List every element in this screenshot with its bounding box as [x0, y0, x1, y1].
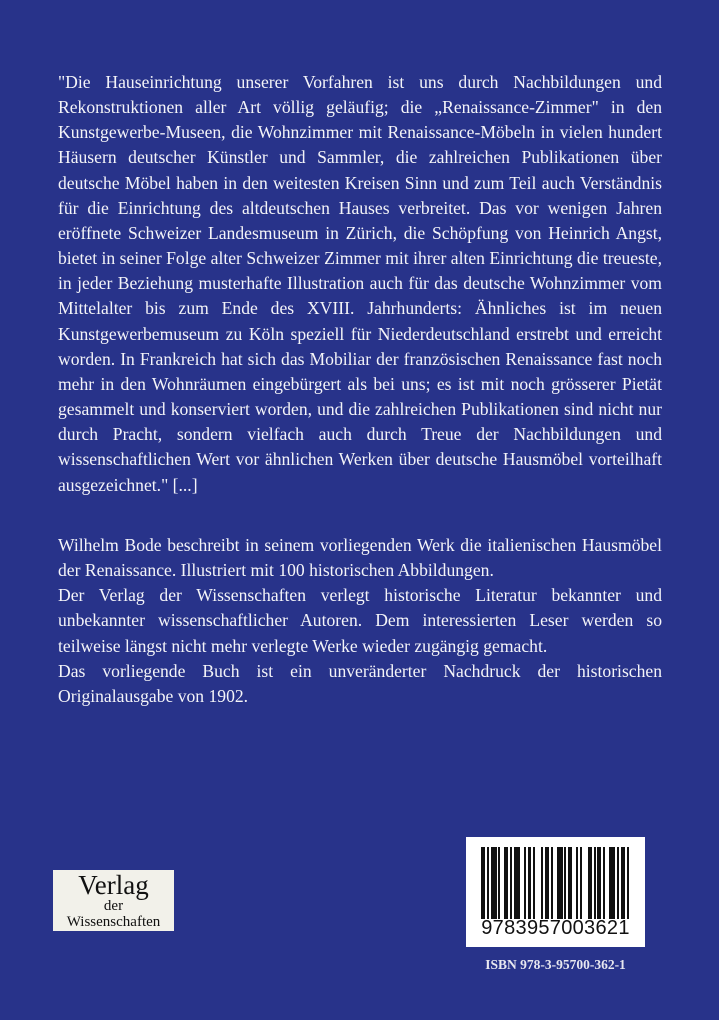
barcode-bars-icon: [481, 847, 631, 919]
barcode: [466, 837, 645, 947]
description-paragraph-reprint: Das vorliegende Buch ist ein unveränderter Nachdruck der historischen Originalausgabe von 1902.: [58, 660, 662, 706]
description-paragraph-book: Wilhelm Bode beschreibt in seinem vorliegenden Werk die italienischen Hausmöbel der Renaissance. Illustriert mit 100 historischen Abbildungen.: [58, 535, 662, 581]
publisher-logo: [53, 870, 174, 931]
book-description: [58, 533, 662, 709]
isbn-label: ISBN 978-3-95700-362-1: [485, 957, 626, 972]
back-cover-quote: "Die Hauseinrichtung unserer Vorfahren ist uns durch Nachbildungen und Rekonstruktionen aller Art völlig geläufig; die „Renaissance-Zimmer" in den Kunstgewerbe-Museen, die Wohnzimmer mit Renaissance-Möbeln in vielen hundert Häusern deutscher Künstler und Sammler, die zahlreichen Publikationen über deutsche Möbel haben in den weitesten Kreisen Sinn und zum Teil auch Verständnis für die Einrichtung des altdeutschen Hauses verbreitet. Das vor wenigen Jahren eröffnete Schweizer Landesmuseum in Zürich, die Schöpfung von Heinrich Angst, bietet in seiner Folge alter Schweizer Zimmer mit ihrer alten Einrichtung die treueste, in jeder Beziehung musterhafte Illustration auch für das deutsche Wohnzimmer vom Mittelalter bis zum Ende des XVIII. Jahrhunderts: Ähnliches ist im neuen Kunstgewerbemuseum zu Köln speziell für Niederdeutschland erstrebt und erreicht worden. In Frankreich hat sich das Mobiliar der französischen Renaissance fast noch mehr in den Wohnräumen eingebürgert als bei uns; es ist mit noch grösserer Pietät gesammelt und konserviert worden, und die zahlreichen Publikationen sind nicht nur durch Pracht, sondern vielfach auch durch Treue der Nachbildungen und wissenschaftlichen Wert vor ähnlichen Werken über deutsche Hausmöbel vorteilhaft ausgezeichnet." [...]: [58, 72, 662, 495]
publisher-logo-line3: Wissenschaften: [66, 914, 161, 930]
barcode-digits: 9783957003621: [481, 917, 630, 939]
publisher-logo-line2: der: [103, 898, 124, 914]
publisher-logo-line1: Verlag: [78, 870, 149, 900]
description-paragraph-publisher: Der Verlag der Wissenschaften verlegt historische Literatur bekannter und unbekannter wissenschaftlicher Autoren. Dem interessierten Leser werden so teilweise längst nicht mehr verlegte Werke wieder zugängig gemacht.: [58, 585, 662, 656]
